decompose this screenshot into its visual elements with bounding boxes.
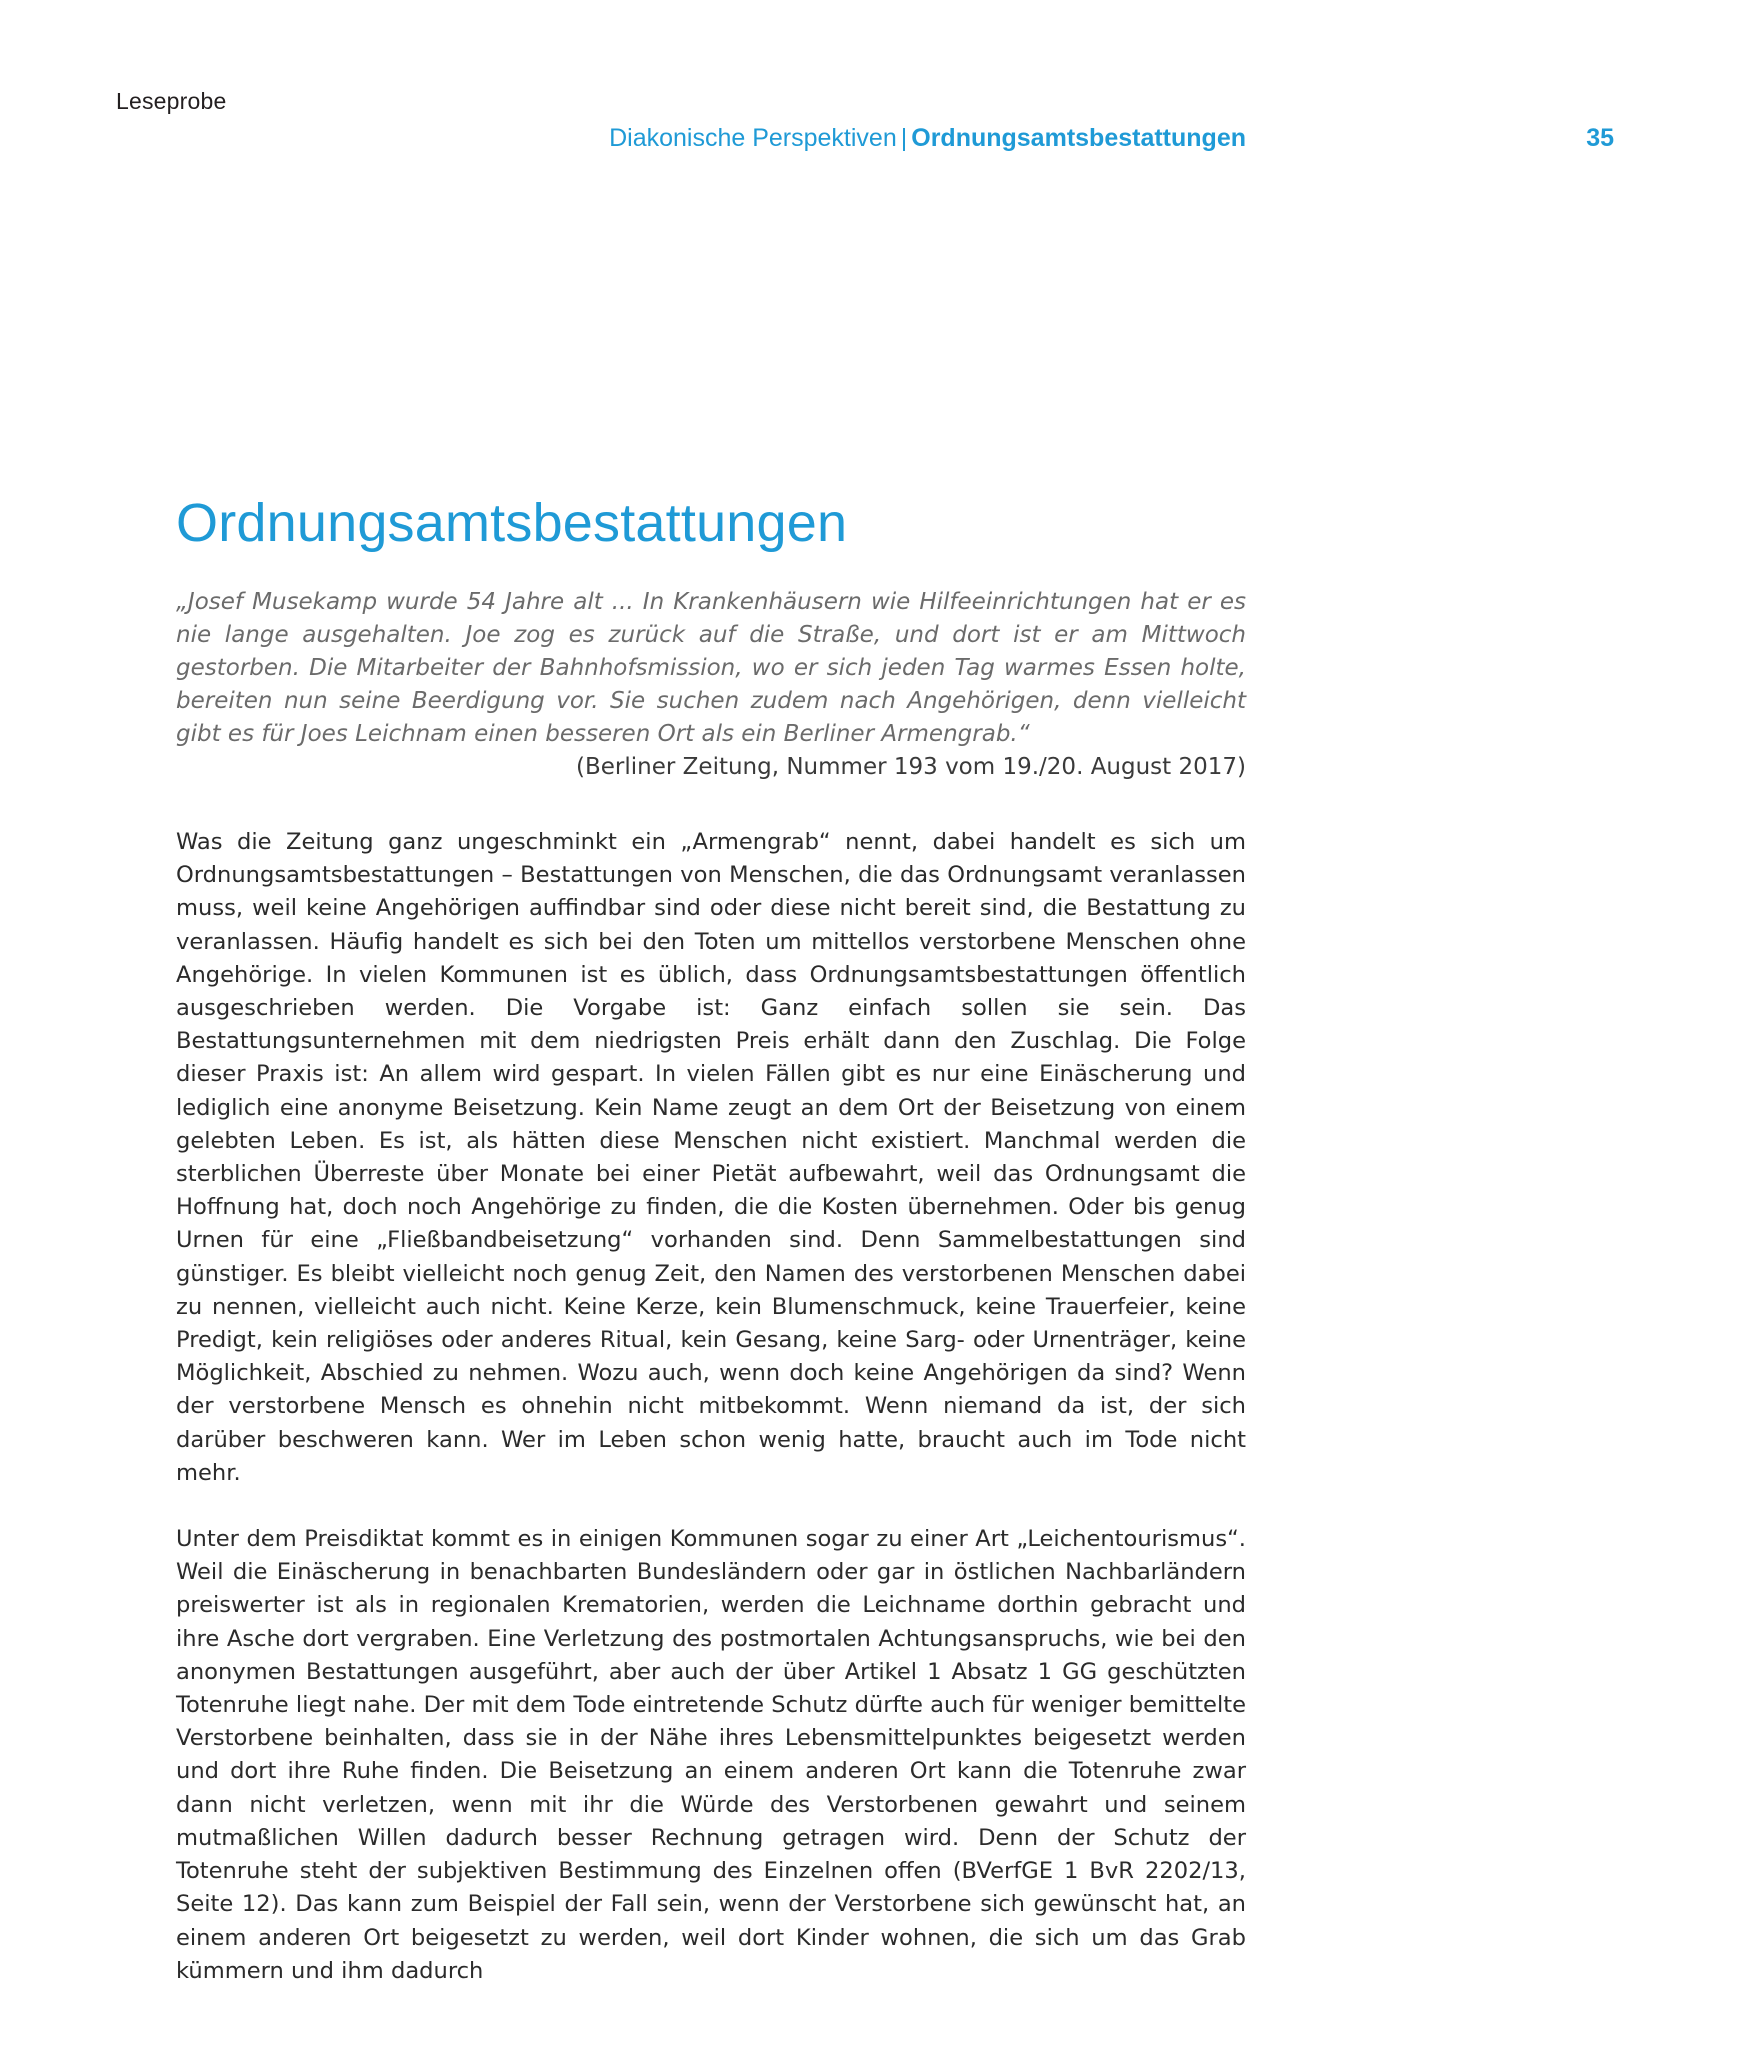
epigraph-source: (Berliner Zeitung, Nummer 193 vom 19./20. August 2017) xyxy=(576,754,1246,780)
header-section: Diakonische Perspektiven xyxy=(609,124,897,152)
chapter-title: Ordnungsamtsbestattungen xyxy=(176,493,848,553)
article-body xyxy=(176,586,1246,1988)
body-paragraph-1: Was die Zeitung ganz ungeschminkt ein „Armengrab“ nennt, dabei handelt es sich um Ordnungsamtsbestattungen – Bestattungen von Menschen, die das Ordnungsamt veranlassen muss, weil keine Angehörigen auffindbar sind oder diese nicht bereit sind, die Bestattung zu veranlassen. Häufig handelt es sich bei den Toten um mittellos verstorbene Menschen ohne Angehörige. In vielen Kommunen ist es üblich, dass Ordnungsamtsbestattungen öffentlich ausgeschrieben werden. Die Vorgabe ist: Ganz einfach sollen sie sein. Das Bestattungsunternehmen mit dem niedrigsten Preis erhält dann den Zuschlag. Die Folge dieser Praxis ist: An allem wird gespart. In vielen Fällen gibt es nur eine Einäscherung und lediglich eine anonyme Beisetzung. Kein Name zeugt an dem Ort der Beisetzung von einem gelebten Leben. Es ist, als hätten diese Menschen nicht existiert. Manchmal werden die sterblichen Überreste über Monate bei einer Pietät aufbewahrt, weil das Ordnungsamt die Hoffnung hat, doch noch Angehörige zu finden, die die Kosten übernehmen. Oder bis genug Urnen für eine „Fließbandbeisetzung“ vorhanden sind. Denn Sammelbestattungen sind günstiger. Es bleibt vielleicht noch genug Zeit, den Namen des verstorbenen Menschen dabei zu nennen, vielleicht auch nicht. Keine Kerze, kein Blumenschmuck, keine Trauerfeier, keine Predigt, kein religiöses oder anderes Ritual, kein Gesang, keine Sarg- oder Urnenträger, keine Möglichkeit, Abschied zu nehmen. Wozu auch, wenn doch keine Angehörigen da sind? Wenn der verstorbene Mensch es ohnehin nicht mitbekommt. Wenn niemand da ist, der sich darüber beschweren kann. Wer im Leben schon wenig hatte, braucht auch im Tode nicht mehr. xyxy=(176,829,1246,1486)
page-number: 35 xyxy=(1586,124,1614,152)
body-paragraph-2: Unter dem Preisdiktat kommt es in einigen Kommunen sogar zu einer Art „Leichentourismus“. Weil die Einäscherung in benachbarten Bundesländern oder gar in östlichen Nachbarländern preiswerter ist als in regionalen Krematorien, werden die Leichname dorthin gebracht und ihre Asche dort vergraben. Eine Verletzung des postmortalen Achtungsanspruchs, wie bei den anonymen Bestattungen ausgeführt, aber auch der über Artikel 1 Absatz 1 GG geschützten Totenruhe liegt nahe. Der mit dem Tode eintretende Schutz dürfte auch für weniger bemittelte Verstorbene beinhalten, dass sie in der Nähe ihres Lebensmittelpunktes beigesetzt werden und dort ihre Ruhe finden. Die Beisetzung an einem anderen Ort kann die Totenruhe zwar dann nicht verletzen, wenn mit ihr die Würde des Verstorbenen gewahrt und seinem mutmaßlichen Willen dadurch besser Rechnung getragen wird. Denn der Schutz der Totenruhe steht der subjektiven Bestimmung des Einzelnen offen (BVerfGE 1 BvR 2202/13, Seite 12). Das kann zum Beispiel der Fall sein, wenn der Verstorbene sich gewünscht hat, an einem anderen Ort beigesetzt zu werden, weil dort Kinder wohnen, die sich um das Grab kümmern und ihm dadurch xyxy=(176,1526,1246,1984)
leseprobe-label: Leseprobe xyxy=(116,88,227,114)
header-separator: | xyxy=(900,124,908,152)
epigraph-quote: „Josef Musekamp wurde 54 Jahre alt ... In Krankenhäusern wie Hilfeeinrichtungen hat er es nie lange ausgehalten. Joe zog es zurück auf die Straße, und dort ist er am Mittwoch gestorben. Die Mitarbeiter der Bahnhofsmission, wo er sich jeden Tag warmes Essen holte, bereiten nun seine Beerdigung vor. Sie suchen zudem nach Angehörigen, denn vielleicht gibt es für Joes Leichnam einen besseren Ort als ein Berliner Armengrab.“ xyxy=(176,589,1246,747)
header-chapter: Ordnungsamtsbestattungen xyxy=(911,124,1246,152)
running-header xyxy=(540,124,1246,153)
